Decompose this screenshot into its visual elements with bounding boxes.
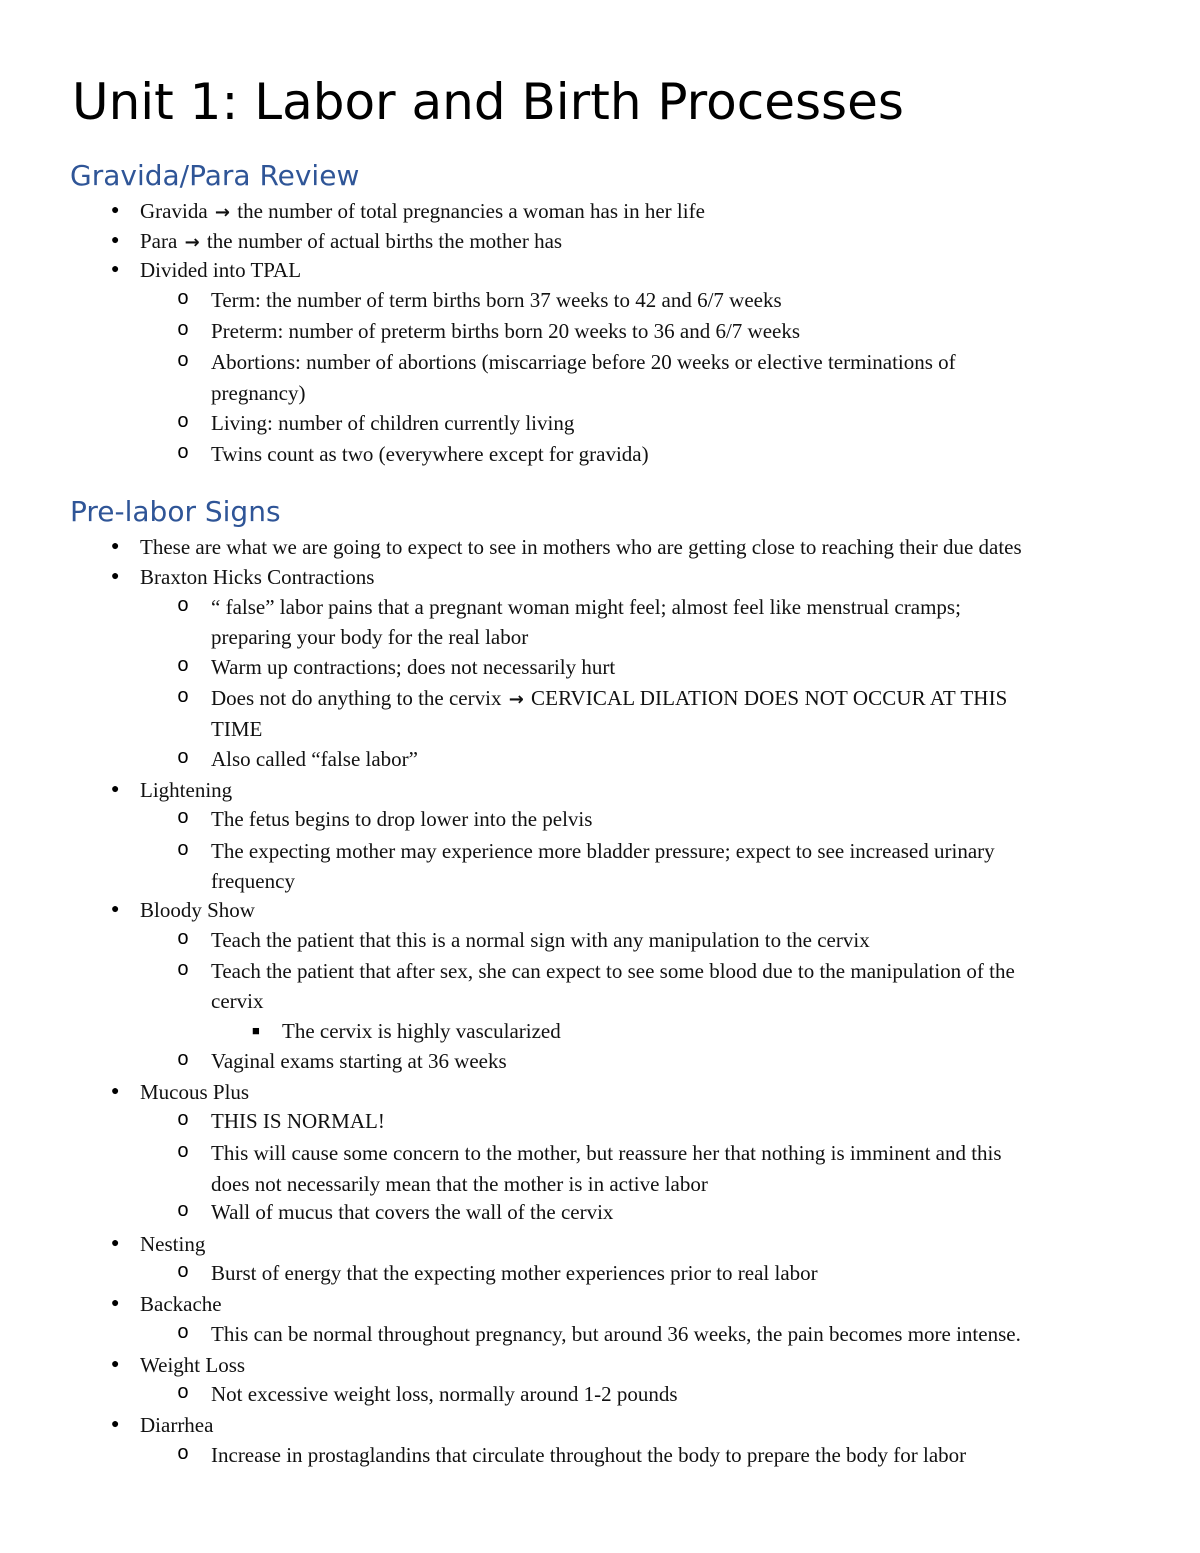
sub-list-item: o Not excessive weight loss, normally around 1-2 pounds	[211, 1379, 678, 1409]
circle-bullet-icon: o	[177, 747, 190, 770]
bullet-icon: ●	[111, 1084, 120, 1099]
sub-list-item: o This can be normal throughout pregnancy, but around 36 weeks, the pain becomes more intense.	[211, 1319, 1021, 1349]
sub-list-item: o This will cause some concern to the mother, but reassure her that nothing is imminent and this	[211, 1138, 1002, 1168]
sub-list-item: o Warm up contractions; does not necessarily hurt	[211, 652, 615, 682]
sub-list-item: o Also called “false labor”	[211, 744, 418, 774]
circle-bullet-icon: o	[177, 1109, 190, 1132]
list-item: ● Divided into TPAL	[140, 255, 301, 285]
circle-bullet-icon: o	[177, 1200, 190, 1223]
circle-bullet-icon: o	[177, 1261, 190, 1284]
circle-bullet-icon: o	[177, 350, 190, 373]
sub-sub-list-item: ■ The cervix is highly vascularized	[282, 1016, 561, 1046]
sub-list-item: o Increase in prostaglandins that circulate throughout the body to prepare the body for labor	[211, 1440, 966, 1470]
arrow-right-icon: →	[214, 202, 230, 223]
circle-bullet-icon: o	[177, 442, 190, 465]
bullet-icon: ●	[111, 539, 120, 554]
circle-bullet-icon: o	[177, 411, 190, 434]
sub-list-item-continued: cervix	[211, 989, 264, 1013]
sub-list-item: o Vaginal exams starting at 36 weeks	[211, 1046, 507, 1076]
list-item: ● Lightening	[140, 775, 232, 805]
sub-list-item-continued: pregnancy)	[211, 381, 306, 405]
bullet-icon: ●	[111, 203, 120, 218]
bullet-icon: ●	[111, 1357, 120, 1372]
section-heading-pre-labor-signs: Pre-labor Signs	[70, 495, 281, 528]
sub-list-item: o THIS IS NORMAL!	[211, 1106, 385, 1136]
list-item: ● Diarrhea	[140, 1410, 213, 1440]
circle-bullet-icon: o	[177, 1382, 190, 1405]
sub-list-item: o Wall of mucus that covers the wall of the cervix	[211, 1197, 613, 1227]
sub-list-item: o Twins count as two (everywhere except for gravida)	[211, 439, 649, 469]
bullet-icon: ●	[111, 782, 120, 797]
list-item: ● Nesting	[140, 1229, 205, 1259]
bullet-icon: ●	[111, 262, 120, 277]
arrow-right-icon: →	[184, 232, 200, 253]
list-item: ● Weight Loss	[140, 1350, 245, 1380]
circle-bullet-icon: o	[177, 928, 190, 951]
list-item: ● Para → the number of actual births the mother has	[140, 226, 562, 256]
list-item: ● These are what we are going to expect to see in mothers who are getting close to reaching their due dates	[140, 532, 1022, 562]
list-item: ● Bloody Show	[140, 895, 255, 925]
bullet-icon: ●	[111, 902, 120, 917]
circle-bullet-icon: o	[177, 595, 190, 618]
sub-list-item: o Teach the patient that this is a normal sign with any manipulation to the cervix	[211, 925, 870, 955]
circle-bullet-icon: o	[177, 807, 190, 830]
list-item: ● Gravida → the number of total pregnancies a woman has in her life	[140, 196, 705, 226]
circle-bullet-icon: o	[177, 686, 190, 709]
sub-list-item: o The expecting mother may experience more bladder pressure; expect to see increased urinary	[211, 836, 995, 866]
page-title: Unit 1: Labor and Birth Processes	[72, 73, 904, 131]
bullet-icon: ●	[111, 233, 120, 248]
circle-bullet-icon: o	[177, 288, 190, 311]
sub-list-item: o The fetus begins to drop lower into the pelvis	[211, 804, 592, 834]
sub-list-item: o Abortions: number of abortions (miscarriage before 20 weeks or elective terminations of	[211, 347, 956, 377]
sub-list-item: o Living: number of children currently living	[211, 408, 574, 438]
bullet-icon: ●	[111, 1296, 120, 1311]
circle-bullet-icon: o	[177, 1443, 190, 1466]
sub-list-item: o Does not do anything to the cervix → CERVICAL DILATION DOES NOT OCCUR AT THIS	[211, 683, 1007, 713]
bullet-icon: ●	[111, 1236, 120, 1251]
sub-list-item-continued: frequency	[211, 869, 295, 893]
list-item: ● Braxton Hicks Contractions	[140, 562, 374, 592]
circle-bullet-icon: o	[177, 1322, 190, 1345]
sub-list-item-continued: does not necessarily mean that the mother is in active labor	[211, 1172, 708, 1196]
circle-bullet-icon: o	[177, 959, 190, 982]
sub-list-item-continued: preparing your body for the real labor	[211, 625, 529, 649]
square-bullet-icon: ■	[252, 1023, 260, 1038]
sub-list-item: o “ false” labor pains that a pregnant woman might feel; almost feel like menstrual cramps;	[211, 592, 961, 622]
sub-list-item: o Preterm: number of preterm births born 20 weeks to 36 and 6/7 weeks	[211, 316, 800, 346]
list-item: ● Backache	[140, 1289, 222, 1319]
circle-bullet-icon: o	[177, 1049, 190, 1072]
section-heading-gravida-para: Gravida/Para Review	[70, 159, 360, 192]
bullet-icon: ●	[111, 569, 120, 584]
bullet-icon: ●	[111, 1417, 120, 1432]
sub-list-item: o Term: the number of term births born 37 weeks to 42 and 6/7 weeks	[211, 285, 782, 315]
arrow-right-icon: →	[508, 689, 524, 710]
circle-bullet-icon: o	[177, 655, 190, 678]
sub-list-item-continued: TIME	[211, 717, 263, 741]
list-item: ● Mucous Plus	[140, 1077, 249, 1107]
circle-bullet-icon: o	[177, 1141, 190, 1164]
circle-bullet-icon: o	[177, 839, 190, 862]
circle-bullet-icon: o	[177, 319, 190, 342]
sub-list-item: o Burst of energy that the expecting mother experiences prior to real labor	[211, 1258, 818, 1288]
sub-list-item: o Teach the patient that after sex, she can expect to see some blood due to the manipulation of the	[211, 956, 1015, 986]
